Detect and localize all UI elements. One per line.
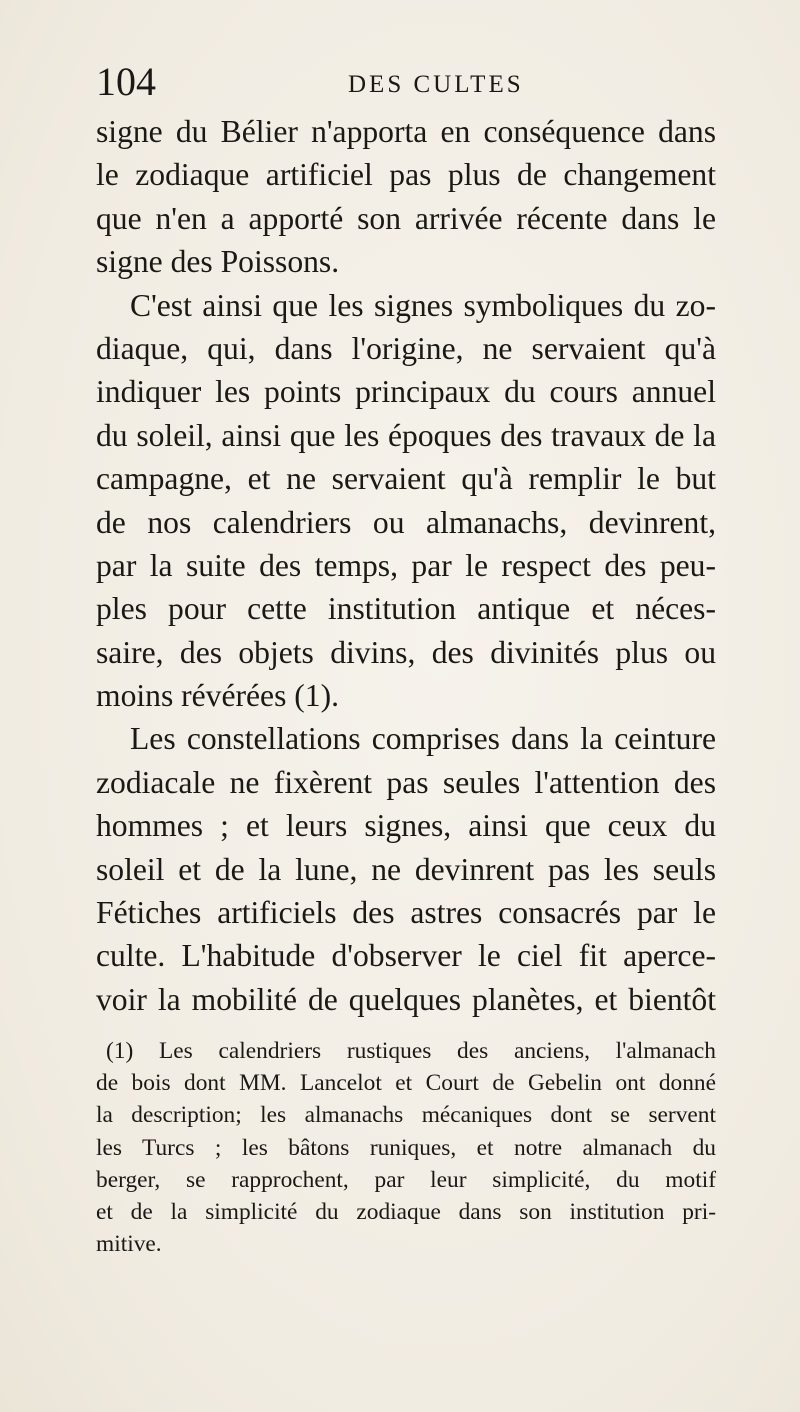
text-line: du soleil, ainsi que les époques des travaux de la: [96, 417, 716, 453]
main-text: [96, 110, 716, 1021]
text-line: saire, des objets divins, des divinités plus ou: [96, 634, 716, 670]
text-line: le zodiaque artificiel pas plus de changement: [96, 157, 716, 193]
text-line: voir la mobilité de quelques planètes, et bientôt: [96, 981, 716, 1017]
text-line: par la suite des temps, par le respect des peu-: [96, 547, 716, 583]
text-line: signe du Bélier n'apporta en conséquence dans: [96, 114, 716, 149]
footnote: [96, 1035, 716, 1260]
text-line: ples pour cette institution antique et néces-: [96, 591, 716, 627]
footnote-line: et de la simplicité du zodiaque dans son institution pri-: [96, 1198, 716, 1225]
text-line: hommes ; et leurs signes, ainsi que ceux du: [96, 808, 716, 844]
text-line: diaque, qui, dans l'origine, ne servaient qu'à: [96, 330, 716, 366]
text-line: Les constellations comprises dans la ceinture: [130, 721, 716, 757]
text-line: moins révérées (1).: [96, 678, 340, 714]
running-title: DES CULTES: [348, 71, 524, 98]
text-line: campagne, et ne servaient qu'à remplir le but: [96, 461, 716, 497]
text-line: de nos calendriers ou almanachs, devinrent,: [96, 504, 716, 540]
text-line: C'est ainsi que les signes symboliques du zo-: [130, 287, 716, 323]
footnote-line: (1) Les calendriers rustiques des anciens, l'almanach: [106, 1038, 716, 1064]
text-line: indiquer les points principaux du cours annuel: [96, 374, 716, 410]
running-head: [96, 59, 716, 104]
text-line: signe des Poissons.: [96, 244, 340, 280]
footnote-line: berger, se rapprochent, par leur simplicité, du motif: [96, 1166, 716, 1193]
text-line: soleil et de la lune, ne devinrent pas les seuls: [96, 851, 716, 887]
footnote-line: de bois dont MM. Lancelot et Court de Gebelin ont donné: [96, 1070, 716, 1097]
footnote-line: la description; les almanachs mécaniques dont se servent: [96, 1102, 716, 1129]
footnote-line: les Turcs ; les bâtons runiques, et notre almanach du: [96, 1134, 716, 1161]
footnote-line: mitive.: [96, 1231, 162, 1258]
text-line: que n'en a apporté son arrivée récente dans le: [96, 200, 716, 236]
text-line: zodiacale ne fixèrent pas seules l'attention des: [96, 764, 716, 800]
page-number: 104: [96, 59, 156, 104]
text-line: Fétiches artificiels des astres consacrés par le: [96, 895, 716, 931]
text-line: culte. L'habitude d'observer le ciel fit aperce-: [96, 938, 716, 974]
